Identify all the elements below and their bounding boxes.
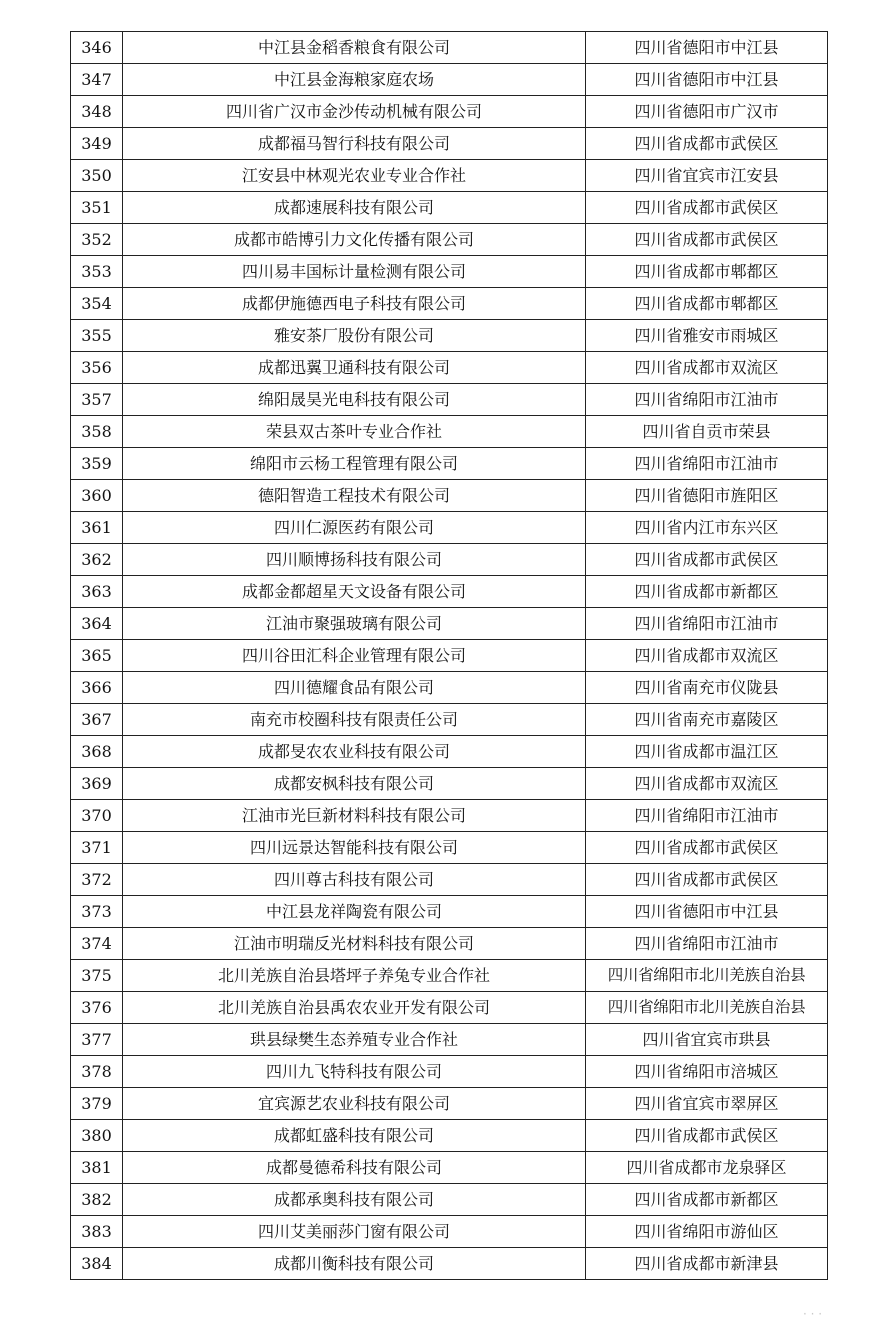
row-number: 354 [71,288,123,320]
row-number: 378 [71,1056,123,1088]
table-row [71,896,828,928]
company-name: 中江县龙祥陶瓷有限公司 [123,896,586,928]
company-location: 四川省绵阳市江油市 [586,608,828,640]
row-number: 358 [71,416,123,448]
table-row [71,96,828,128]
company-name: 成都速展科技有限公司 [123,192,586,224]
company-name: 四川尊古科技有限公司 [123,864,586,896]
table-row [71,768,828,800]
table-body [71,32,828,1280]
row-number: 371 [71,832,123,864]
table-row [71,1152,828,1184]
company-name: 珙县绿樊生态养殖专业合作社 [123,1024,586,1056]
table-row [71,960,828,992]
table-row [71,1088,828,1120]
row-number: 381 [71,1152,123,1184]
row-number: 373 [71,896,123,928]
table-row [71,192,828,224]
table-row [71,160,828,192]
row-number: 361 [71,512,123,544]
company-name: 江安县中林观光农业专业合作社 [123,160,586,192]
table-row [71,352,828,384]
row-number: 350 [71,160,123,192]
company-location: 四川省南充市嘉陵区 [586,704,828,736]
company-name: 四川远景达智能科技有限公司 [123,832,586,864]
table-row [71,384,828,416]
row-number: 347 [71,64,123,96]
company-name: 四川德耀食品有限公司 [123,672,586,704]
company-location: 四川省德阳市中江县 [586,32,828,64]
company-name: 江油市聚强玻璃有限公司 [123,608,586,640]
company-location: 四川省宜宾市翠屏区 [586,1088,828,1120]
table-row [71,64,828,96]
company-location: 四川省宜宾市珙县 [586,1024,828,1056]
company-location: 四川省成都市武侯区 [586,544,828,576]
company-name: 北川羌族自治县塔坪子养兔专业合作社 [123,960,586,992]
company-location: 四川省成都市武侯区 [586,128,828,160]
row-number: 355 [71,320,123,352]
row-number: 348 [71,96,123,128]
row-number: 365 [71,640,123,672]
company-name: 北川羌族自治县禹农农业开发有限公司 [123,992,586,1024]
table-row [71,1216,828,1248]
row-number: 353 [71,256,123,288]
table-row [71,1120,828,1152]
row-number: 382 [71,1184,123,1216]
company-location: 四川省绵阳市江油市 [586,384,828,416]
enterprise-list-table [70,31,828,1280]
table-row [71,1024,828,1056]
table-row [71,128,828,160]
company-location: 四川省德阳市广汉市 [586,96,828,128]
table-row [71,704,828,736]
company-location: 四川省成都市新都区 [586,1184,828,1216]
row-number: 377 [71,1024,123,1056]
row-number: 366 [71,672,123,704]
row-number: 375 [71,960,123,992]
company-location: 四川省成都市新津县 [586,1248,828,1280]
company-name: 成都承奥科技有限公司 [123,1184,586,1216]
row-number: 357 [71,384,123,416]
row-number: 346 [71,32,123,64]
company-name: 荣县双古茶叶专业合作社 [123,416,586,448]
company-name: 成都曼德希科技有限公司 [123,1152,586,1184]
company-name: 成都福马智行科技有限公司 [123,128,586,160]
row-number: 383 [71,1216,123,1248]
table-row [71,1184,828,1216]
company-name: 四川艾美丽莎门窗有限公司 [123,1216,586,1248]
company-name: 四川易丰国标计量检测有限公司 [123,256,586,288]
company-name: 四川谷田汇科企业管理有限公司 [123,640,586,672]
company-name: 江油市光巨新材料科技有限公司 [123,800,586,832]
company-location: 四川省德阳市中江县 [586,896,828,928]
company-location: 四川省成都市郫都区 [586,256,828,288]
company-location: 四川省成都市武侯区 [586,1120,828,1152]
table-row [71,928,828,960]
company-name: 江油市明瑞反光材料科技有限公司 [123,928,586,960]
company-location: 四川省成都市双流区 [586,768,828,800]
row-number: 359 [71,448,123,480]
table-row [71,480,828,512]
table-row [71,256,828,288]
table-row [71,736,828,768]
table-row [71,640,828,672]
company-location: 四川省绵阳市涪城区 [586,1056,828,1088]
company-name: 成都虹盛科技有限公司 [123,1120,586,1152]
company-location: 四川省绵阳市北川羌族自治县 [586,960,828,992]
company-name: 绵阳晟昊光电科技有限公司 [123,384,586,416]
company-name: 中江县金海粮家庭农场 [123,64,586,96]
table-row [71,32,828,64]
company-name: 中江县金稻香粮食有限公司 [123,32,586,64]
table-row [71,544,828,576]
row-number: 367 [71,704,123,736]
row-number: 369 [71,768,123,800]
company-name: 四川省广汉市金沙传动机械有限公司 [123,96,586,128]
table-row [71,608,828,640]
row-number: 374 [71,928,123,960]
row-number: 384 [71,1248,123,1280]
table-row [71,576,828,608]
table-row [71,224,828,256]
watermark-fragment: · · · [803,1307,823,1317]
table-row [71,1248,828,1280]
table-row [71,320,828,352]
table-row [71,992,828,1024]
company-location: 四川省雅安市雨城区 [586,320,828,352]
company-name: 成都金都超星天文设备有限公司 [123,576,586,608]
company-name: 南充市校圈科技有限责任公司 [123,704,586,736]
row-number: 380 [71,1120,123,1152]
table-row [71,448,828,480]
company-location: 四川省德阳市中江县 [586,64,828,96]
company-location: 四川省成都市新都区 [586,576,828,608]
row-number: 363 [71,576,123,608]
company-name: 成都安枫科技有限公司 [123,768,586,800]
table-row [71,512,828,544]
company-location: 四川省自贡市荣县 [586,416,828,448]
company-location: 四川省成都市双流区 [586,640,828,672]
company-name: 雅安茶厂股份有限公司 [123,320,586,352]
row-number: 349 [71,128,123,160]
row-number: 376 [71,992,123,1024]
company-location: 四川省成都市双流区 [586,352,828,384]
company-location: 四川省德阳市旌阳区 [586,480,828,512]
company-location: 四川省绵阳市江油市 [586,800,828,832]
company-location: 四川省绵阳市江油市 [586,928,828,960]
company-name: 绵阳市云杨工程管理有限公司 [123,448,586,480]
table-row [71,1056,828,1088]
company-location: 四川省成都市武侯区 [586,192,828,224]
company-location: 四川省成都市龙泉驿区 [586,1152,828,1184]
company-name: 宜宾源艺农业科技有限公司 [123,1088,586,1120]
company-location: 四川省成都市武侯区 [586,864,828,896]
company-location: 四川省成都市武侯区 [586,832,828,864]
company-location: 四川省宜宾市江安县 [586,160,828,192]
company-location: 四川省绵阳市江油市 [586,448,828,480]
company-location: 四川省内江市东兴区 [586,512,828,544]
row-number: 360 [71,480,123,512]
company-name: 成都旻农农业科技有限公司 [123,736,586,768]
table-row [71,864,828,896]
row-number: 364 [71,608,123,640]
table-row [71,416,828,448]
table-row [71,832,828,864]
company-name: 四川顺博扬科技有限公司 [123,544,586,576]
company-location: 四川省成都市武侯区 [586,224,828,256]
row-number: 351 [71,192,123,224]
company-name: 成都川衡科技有限公司 [123,1248,586,1280]
row-number: 370 [71,800,123,832]
company-location: 四川省成都市郫都区 [586,288,828,320]
company-name: 成都伊施德西电子科技有限公司 [123,288,586,320]
company-location: 四川省南充市仪陇县 [586,672,828,704]
row-number: 368 [71,736,123,768]
table-row [71,800,828,832]
company-name: 德阳智造工程技术有限公司 [123,480,586,512]
row-number: 352 [71,224,123,256]
row-number: 372 [71,864,123,896]
table-row [71,288,828,320]
company-location: 四川省绵阳市北川羌族自治县 [586,992,828,1024]
company-location: 四川省绵阳市游仙区 [586,1216,828,1248]
company-name: 成都市皓博引力文化传播有限公司 [123,224,586,256]
row-number: 362 [71,544,123,576]
row-number: 379 [71,1088,123,1120]
table-row [71,672,828,704]
company-name: 四川九飞特科技有限公司 [123,1056,586,1088]
company-name: 四川仁源医药有限公司 [123,512,586,544]
company-location: 四川省成都市温江区 [586,736,828,768]
company-name: 成都迅翼卫通科技有限公司 [123,352,586,384]
row-number: 356 [71,352,123,384]
